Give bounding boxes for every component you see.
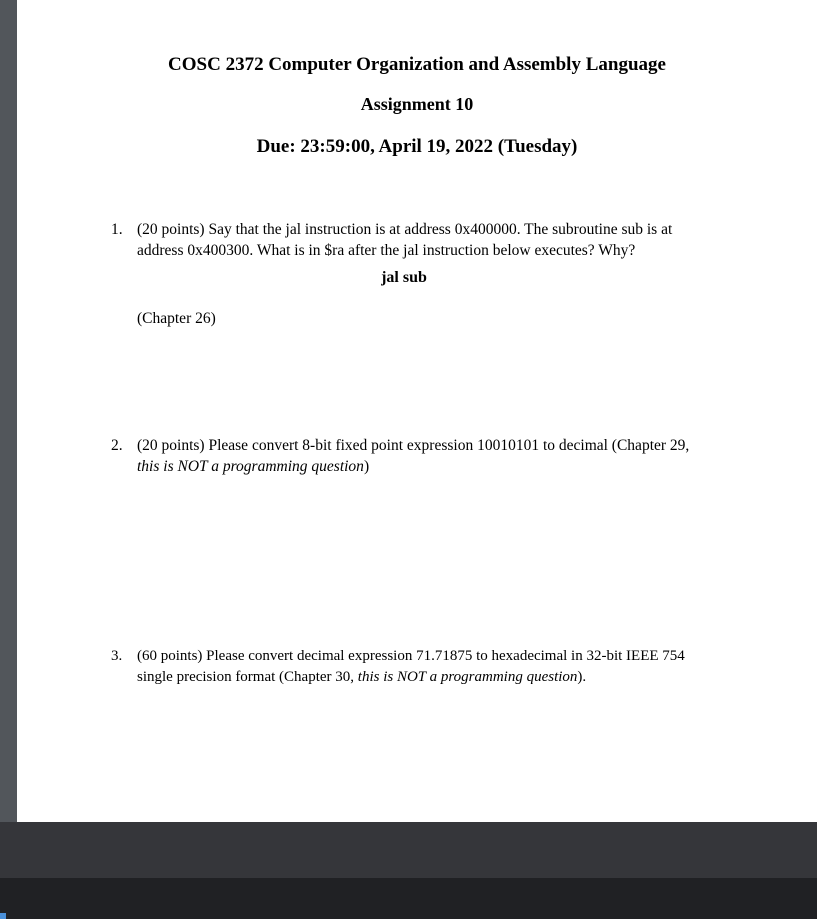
bottom-marker	[0, 913, 6, 919]
question-number: 3.	[111, 648, 123, 664]
question-number: 1.	[111, 221, 123, 238]
question-number: 2.	[111, 437, 123, 454]
question-line: (20 points) Say that the jal instruction is at address 0x400000. The subroutine sub is at	[137, 221, 673, 238]
emphasis-text: this is NOT a programming question	[137, 458, 364, 475]
question-line: (60 points) Please convert decimal expression 71.71875 to hexadecimal in 32-bit IEEE 754	[137, 648, 685, 664]
course-title: COSC 2372 Computer Organization and Assembly Language	[168, 54, 666, 75]
left-gutter	[0, 0, 17, 822]
chapter-reference: (Chapter 26)	[137, 310, 216, 327]
question-text-end: ).	[577, 669, 587, 685]
question-text	[137, 646, 737, 688]
code-snippet: jal sub	[381, 269, 427, 286]
due-date: Due: 23:59:00, April 19, 2022 (Tuesday)	[256, 136, 578, 157]
question-line: address 0x400300. What is in $ra after the jal instruction below executes? Why?	[137, 242, 636, 259]
question-line	[137, 667, 737, 688]
bottom-bar	[0, 878, 817, 919]
question-text	[137, 435, 737, 477]
page-gap	[0, 822, 817, 878]
assignment-title: Assignment 10	[360, 94, 474, 114]
emphasis-text: this is NOT a programming question	[357, 669, 578, 685]
question-text	[137, 219, 737, 261]
document-page	[17, 0, 817, 822]
question-line	[137, 456, 737, 477]
question-line: (20 points) Please convert 8-bit fixed point expression 10010101 to decimal (Chapter 29,	[137, 437, 690, 454]
question-text-end: )	[363, 458, 370, 475]
question-text-start: single precision format (Chapter 30,	[137, 669, 358, 685]
